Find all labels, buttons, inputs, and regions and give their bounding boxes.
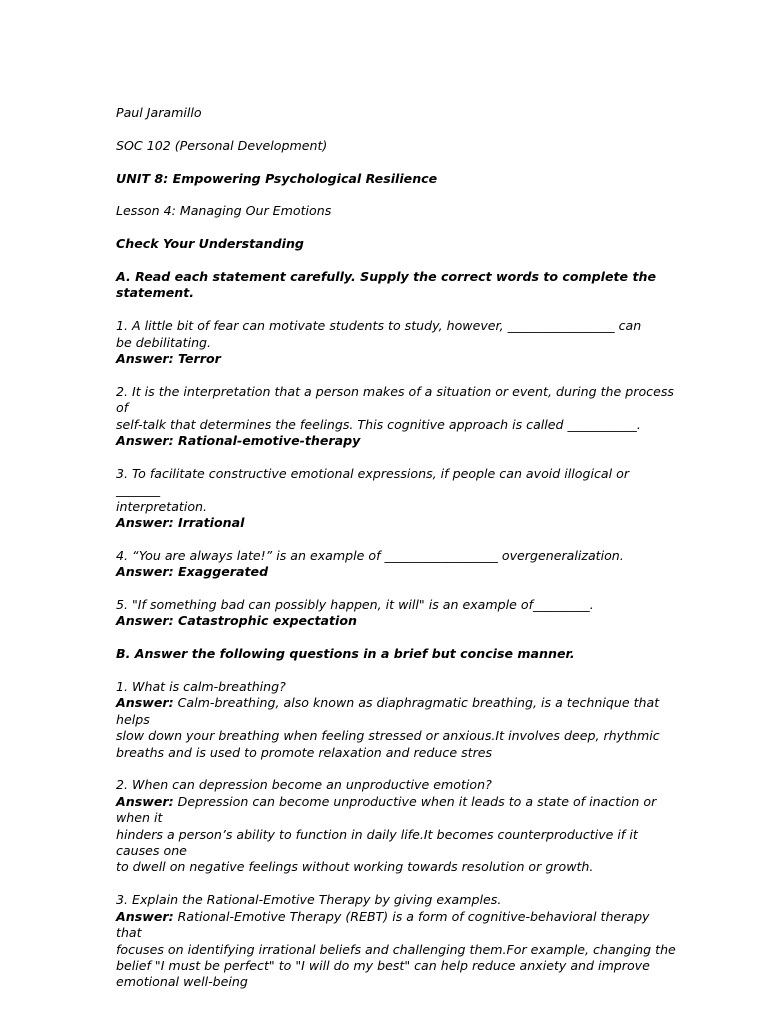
part-a-item-3 — [116, 466, 676, 532]
item-statement-line: 2. It is the interpretation that a person makes of a situation or event, during the process of — [116, 383, 674, 416]
item-question: 1. What is calm-breathing? — [116, 679, 286, 695]
answer-label: Answer: — [116, 695, 174, 711]
author-name: Paul Jaramillo — [116, 105, 202, 120]
answer-text: Rational-Emotive Therapy (REBT) is a form of cognitive-behavioral therapy that — [116, 908, 650, 941]
part-a-item-1 — [116, 318, 676, 367]
item-statement-line: 5. "If something bad can possibly happen, it will" is an example of_________. — [116, 597, 594, 613]
answer-text: Depression can become unproductive when it leads to a state of inaction or when it — [116, 793, 657, 826]
item-statement-line: interpretation. — [116, 498, 208, 514]
item-answer-line: hinders a person’s ability to function in daily life.It becomes counterproductive if it causes one — [116, 826, 638, 859]
item-answer-line: emotional well-being — [116, 974, 248, 990]
item-statement-line: 4. “You are always late!” is an example of __________________ overgeneralization. — [116, 547, 624, 563]
item-question: 2. When can depression become an unproductive emotion? — [116, 777, 492, 793]
item-answer: Answer: Terror — [116, 351, 221, 366]
part-b-item-2 — [116, 777, 676, 875]
answer-label: Answer: — [116, 793, 174, 809]
section-title: Check Your Understanding — [116, 236, 304, 252]
part-b-instruction: B. Answer the following questions in a brief but concise manner. — [116, 646, 575, 662]
part-b-item-1 — [116, 679, 676, 761]
course-title: SOC 102 (Personal Development) — [116, 137, 328, 153]
item-answer-line: belief "I must be perfect" to "I will do my best" can help reduce anxiety and improve — [116, 957, 650, 973]
item-answer: Answer: Rational-emotive-therapy — [116, 433, 361, 449]
part-b-item-3 — [116, 892, 676, 990]
item-answer: Answer: Irrational — [116, 515, 245, 531]
item-statement-line: 3. To facilitate constructive emotional expressions, if people can avoid illogical or _______ — [116, 465, 630, 498]
item-question: 3. Explain the Rational-Emotive Therapy by giving examples. — [116, 892, 502, 908]
item-statement-line: 1. A little bit of fear can motivate students to study, however, _________________ can — [116, 318, 642, 334]
part-a-item-4 — [116, 548, 676, 581]
item-answer-line — [116, 909, 676, 942]
item-answer-line: breaths and is used to promote relaxation and reduce stres — [116, 744, 493, 760]
answer-text: Calm-breathing, also known as diaphragmatic breathing, is a technique that helps — [116, 695, 660, 727]
item-answer-line: focuses on identifying irrational beliefs and challenging them.For example, changing the — [116, 941, 676, 957]
unit-title: UNIT 8: Empowering Psychological Resilience — [116, 170, 438, 186]
part-a-item-2 — [116, 384, 676, 450]
part-a-instruction: A. Read each statement carefully. Supply the correct words to complete the statement. — [116, 268, 657, 301]
item-answer: Answer: Catastrophic expectation — [116, 613, 357, 629]
item-answer: Answer: Exaggerated — [116, 564, 269, 580]
item-answer-line: slow down your breathing when feeling stressed or anxious.It involves deep, rhythmic — [116, 728, 660, 744]
item-answer-line — [116, 794, 676, 827]
item-statement-line: be debilitating. — [116, 334, 212, 350]
item-answer-line: to dwell on negative feelings without working towards resolution or growth. — [116, 859, 594, 875]
document-body — [116, 105, 676, 1007]
part-a-item-5 — [116, 597, 676, 630]
item-answer-line — [116, 695, 676, 728]
item-statement-line: self-talk that determines the feelings. This cognitive approach is called ___________. — [116, 416, 641, 432]
answer-label: Answer: — [116, 908, 174, 924]
lesson-title: Lesson 4: Managing Our Emotions — [116, 203, 332, 219]
